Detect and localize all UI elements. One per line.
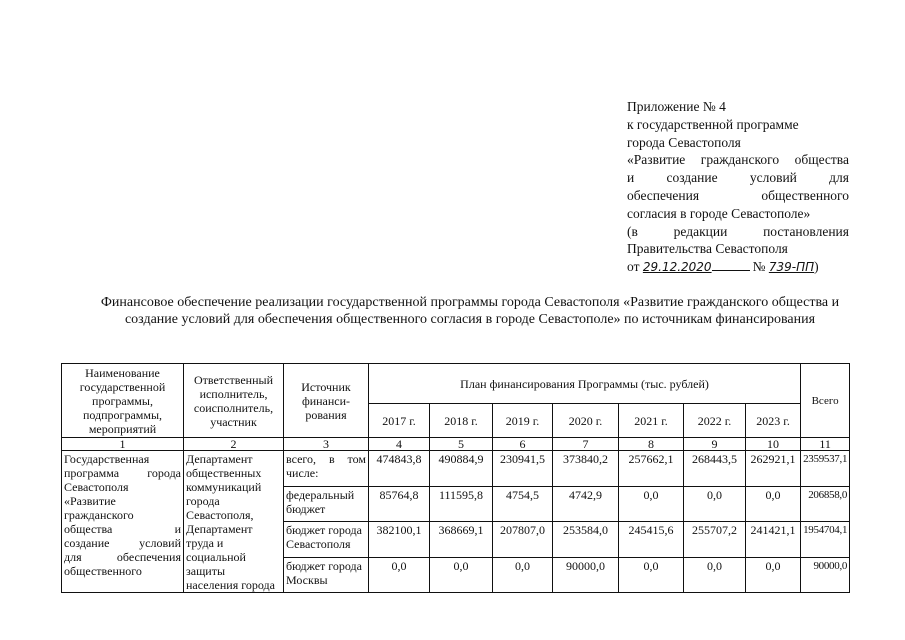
approval-word: обеспечения [627, 187, 700, 203]
header-year: 2018 г. [430, 404, 493, 438]
col-number: 6 [493, 438, 553, 451]
value-cell: 0,0 [746, 486, 801, 522]
value-cell: 368669,1 [430, 522, 493, 558]
value-cell: 245415,6 [619, 522, 684, 558]
value-cell: 490884,9 [430, 451, 493, 487]
executor-line: населения города [186, 578, 275, 592]
program-name-line: Севастополя [64, 480, 129, 494]
column-number-row [62, 438, 850, 451]
approval-word: условий [749, 170, 797, 186]
executor-line: защиты [186, 564, 226, 578]
header-row [62, 364, 850, 404]
program-name-line: для обеспечения [64, 550, 181, 564]
approval-line: Правительства Севастополя [627, 241, 788, 257]
program-name-line: гражданского [64, 508, 134, 522]
approval-line [627, 223, 849, 241]
value-cell: 0,0 [619, 486, 684, 522]
header-year: 2023 г. [746, 404, 801, 438]
source-cell: всего, в том числе: [284, 451, 369, 487]
header-executor: Ответственный исполнитель, соисполнитель, участник [184, 364, 284, 438]
total-cell: 1954704,1 [801, 522, 850, 558]
approval-line: к государственной программе [627, 116, 799, 132]
approval-word: редакции [673, 223, 728, 239]
approval-word: общественного [761, 187, 849, 203]
value-cell: 268443,5 [684, 451, 746, 487]
handwritten-number: 739-ПП [768, 260, 815, 275]
approval-line: города Севастополя [627, 134, 741, 150]
executor-line: социальной [186, 550, 246, 564]
col-number: 5 [430, 438, 493, 451]
table-row [62, 451, 850, 487]
value-cell: 0,0 [684, 557, 746, 593]
approval-word: и [627, 170, 635, 186]
underline-gap [712, 270, 750, 271]
approval-word: (в [627, 223, 638, 239]
value-cell: 230941,5 [493, 451, 553, 487]
executor-line: Департамент [186, 452, 253, 466]
closing-paren: ) [814, 259, 819, 275]
value-cell: 474843,8 [369, 451, 430, 487]
source-cell: бюджет города Москвы [284, 557, 369, 593]
total-cell: 206858,0 [801, 486, 850, 522]
approval-date-line [627, 258, 849, 277]
header-plan: План финансирования Программы (тыс. рублей) [369, 364, 801, 404]
header-year: 2021 г. [619, 404, 684, 438]
header-name: Наименование государственной программы, подпрограммы, мероприятий [62, 364, 184, 438]
approval-line [627, 169, 849, 187]
col-number: 4 [369, 438, 430, 451]
value-cell: 255707,2 [684, 522, 746, 558]
value-cell: 85764,8 [369, 486, 430, 522]
document-title: Финансовое обеспечение реализации государственной программы города Севастополя «Развитие гражданского общества и создание условий для обеспечения общественного согласия в городе Севастополе» по источникам финансирования [100, 295, 840, 327]
executor-line: труда и [186, 536, 224, 550]
total-cell: 90000,0 [801, 557, 850, 593]
value-cell: 241421,1 [746, 522, 801, 558]
program-name-line: создание условий [64, 536, 181, 550]
header-year: 2022 г. [684, 404, 746, 438]
source-cell: бюджет города Севастополя [284, 522, 369, 558]
header-source: Источник финанси-рования [284, 364, 369, 438]
value-cell: 111595,8 [430, 486, 493, 522]
value-cell: 90000,0 [553, 557, 619, 593]
value-cell: 207807,0 [493, 522, 553, 558]
col-number: 1 [62, 438, 184, 451]
approval-line: Приложение № 4 [627, 99, 726, 114]
col-number: 7 [553, 438, 619, 451]
value-cell: 262921,1 [746, 451, 801, 487]
col-number: 2 [184, 438, 284, 451]
total-cell: 2359537,1 [801, 451, 850, 487]
executor-cell [184, 451, 284, 593]
approval-word: постановления [763, 223, 849, 239]
header-year: 2020 г. [553, 404, 619, 438]
financing-table [61, 363, 850, 593]
value-cell: 382100,1 [369, 522, 430, 558]
col-number: 3 [284, 438, 369, 451]
value-cell: 0,0 [369, 557, 430, 593]
value-cell: 253584,0 [553, 522, 619, 558]
program-name-line: Государственная программа города [64, 452, 181, 480]
value-cell: 0,0 [430, 557, 493, 593]
approval-word: создание [666, 170, 718, 186]
value-cell: 257662,1 [619, 451, 684, 487]
col-number: 8 [619, 438, 684, 451]
number-prefix: № [752, 259, 766, 275]
value-cell: 0,0 [746, 557, 801, 593]
date-prefix: от [627, 259, 640, 275]
value-cell: 373840,2 [553, 451, 619, 487]
value-cell: 0,0 [619, 557, 684, 593]
program-name-line: «Развитие [64, 494, 116, 508]
executor-line: Севастополя, [186, 508, 254, 522]
approval-word: для [829, 170, 849, 186]
handwritten-date: 29.12.2020 [642, 260, 712, 275]
executor-line: Департамент [186, 522, 253, 536]
col-number: 11 [801, 438, 850, 451]
approval-line: «Развитие гражданского общества [627, 152, 849, 168]
value-cell: 4754,5 [493, 486, 553, 522]
approval-line: согласия в городе Севастополе» [627, 205, 811, 221]
value-cell: 4742,9 [553, 486, 619, 522]
value-cell: 0,0 [493, 557, 553, 593]
executor-line: общественных [186, 466, 262, 480]
executor-line: коммуникаций [186, 480, 262, 494]
header-year: 2019 г. [493, 404, 553, 438]
executor-line: города [186, 494, 220, 508]
approval-line [627, 187, 849, 205]
col-number: 9 [684, 438, 746, 451]
program-name-cell [62, 451, 184, 593]
col-number: 10 [746, 438, 801, 451]
header-year: 2017 г. [369, 404, 430, 438]
value-cell: 0,0 [684, 486, 746, 522]
approval-block [627, 98, 849, 277]
program-name-line: общества и [64, 522, 181, 536]
header-total: Всего [801, 364, 850, 438]
program-name-line: общественного [64, 564, 142, 578]
source-cell: федеральный бюджет [284, 486, 369, 522]
